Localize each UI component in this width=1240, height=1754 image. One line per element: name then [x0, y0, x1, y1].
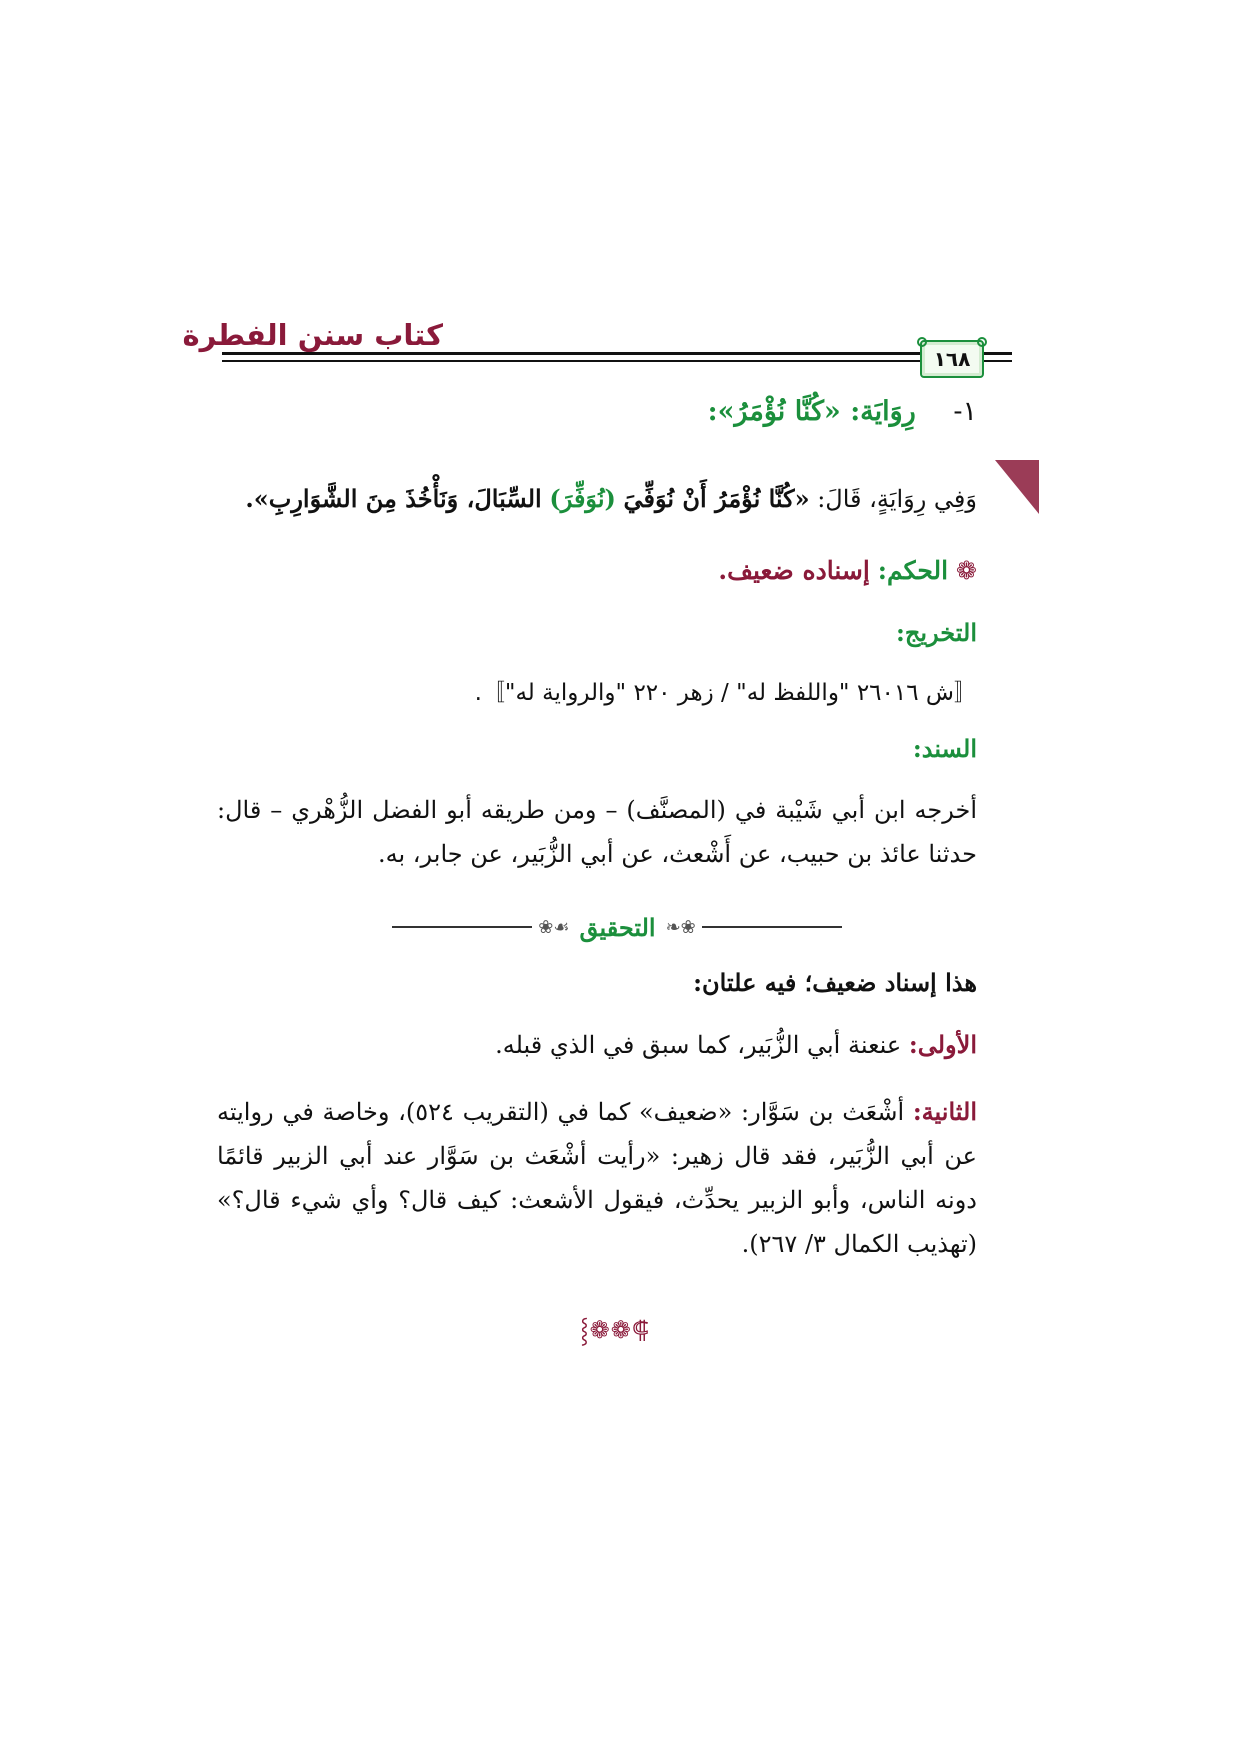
narration-text-2: السِّبَالَ، وَنَأْخُذَ مِنَ الشَّوَارِبِ».	[245, 484, 542, 513]
ruling-value: إسناده ضعيف.	[718, 556, 870, 585]
page-number-badge	[920, 340, 984, 378]
book-title: كتاب سنن الفطرة	[182, 318, 443, 352]
first-label: الأولى:	[908, 1030, 977, 1059]
section-heading	[708, 396, 977, 427]
flower-icon: ❁	[956, 556, 977, 585]
tahqiq-intro: هذا إسناد ضعيف؛ فيه علتان:	[693, 968, 977, 997]
narration	[245, 484, 977, 513]
narration-variant: (نُوَفِّرَ)	[549, 484, 616, 513]
second-text: أشْعَث بن سَوَّار: «ضعيف» كما في (التقريب ٥٢٤)، وخاصة في روايته عن أبي الزُّبَير، فقد قال زهير: «رأيت أشْعَث بن سَوَّار عند أبي الزبير قائمًا دونه الناس، وأبو الزبير يحدِّث، فيقول الأشعث: كيف قال؟ وأي شيء قال؟» (تهذيب الكمال ٣/ ٢٦٧).	[217, 1098, 977, 1258]
takhrij-text: 〚ش ٢٦٠١٦ "واللفظ له" / زهر ٢٢٠ "والرواية له"〛.	[474, 680, 977, 706]
ruling	[718, 556, 977, 585]
header-rule-thin	[222, 360, 1012, 362]
ruling-label: الحكم:	[877, 556, 949, 585]
divider-rule-left	[702, 926, 842, 928]
first-defect	[495, 1030, 977, 1059]
section-number: ١-	[953, 396, 977, 427]
narration-intro: وَفِي رِوَايَةٍ، قَالَ:	[809, 485, 977, 513]
tahqiq-divider	[392, 910, 842, 944]
narration-text-1: «كُنَّا نُؤْمَرُ أَنْ نُوَفِّيَ	[623, 484, 810, 513]
second-defect	[217, 1090, 977, 1266]
second-label: الثانية:	[912, 1097, 977, 1126]
sanad-label: السند:	[912, 734, 977, 763]
takhrij-label: التخريج:	[896, 618, 977, 647]
corner-ornament	[995, 460, 1039, 514]
divider-rule-right	[392, 926, 532, 928]
section-heading-text: رِوَايَة: «كُنَّا نُؤْمَرُ»:	[707, 396, 916, 427]
ornament-icon: ❀❧	[665, 916, 696, 938]
page-number: ١٦٨	[933, 347, 971, 371]
tahqiq-title: التحقيق	[579, 912, 656, 942]
end-ornament-icon: ⸿❁❁⸾	[580, 1316, 650, 1344]
header-rule	[222, 352, 1012, 355]
sanad-text: أخرجه ابن أبي شَيْبة في (المصنَّف) – ومن طريقه أبو الفضل الزُّهْري – قال: حدثنا عائذ بن حبيب، عن أَشْعث، عن أبي الزُّبَير، عن جابر، به.	[217, 796, 978, 868]
first-text: عنعنة أبي الزُّبَير، كما سبق في الذي قبله.	[495, 1031, 902, 1059]
ornament-icon: ☙❀	[538, 916, 570, 938]
